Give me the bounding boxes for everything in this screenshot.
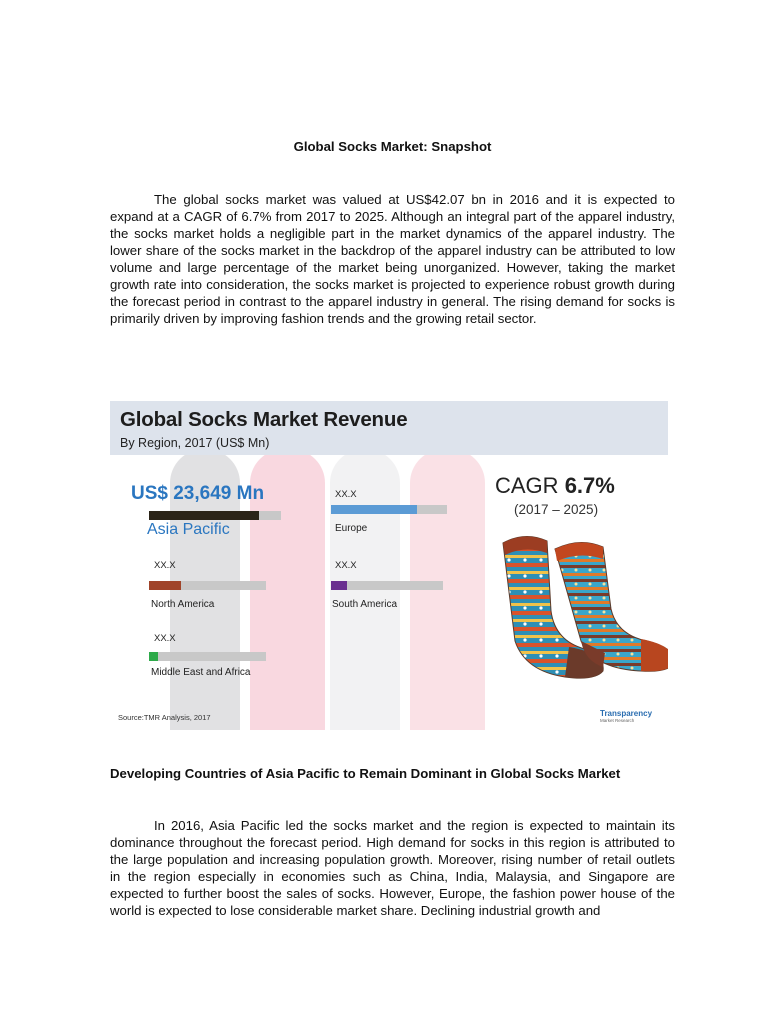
south-america-bar-fill [331, 581, 347, 590]
brand-subtitle: Market Research [600, 718, 635, 723]
north-america-bar [149, 581, 266, 590]
cagr-label [495, 473, 615, 499]
asia-pacific-label: Asia Pacific [147, 521, 230, 538]
section-heading: Developing Countries of Asia Pacific to Remain Dominant in Global Socks Market [110, 766, 621, 781]
intro-paragraph: The global socks market was valued at US$42.07 bn in 2016 and it is expected to expand at a CAGR of 6.7% from 2017 to 2025. Although an integral part of the apparel industry, the socks market holds a negligible part in the market dynamics of the apparel industry. The lower share of the socks market in the backdrop of the apparel industry can be attributed to low volume and large percentage of the market being unorganized. However, taking the market growth rate into consideration, the socks market is projected to experience robust growth during the forecast period in contrast to the apparel industry in general. The rising demand for socks is primarily driven by improving fashion trends and the growing retail sector. [110, 192, 675, 326]
south-america-bar [331, 581, 443, 590]
cagr-prefix: CAGR [495, 473, 565, 498]
north-america-label: North America [151, 599, 215, 610]
infographic-title: Global Socks Market Revenue [120, 408, 408, 431]
source-note: Source:TMR Analysis, 2017 [118, 713, 211, 722]
mea-label: Middle East and Africa [151, 667, 251, 678]
europe-label: Europe [335, 523, 368, 534]
mea-bar [149, 652, 266, 661]
socks-illustration [485, 531, 668, 681]
brand-name: Transparency [600, 709, 653, 718]
mea-bar-fill [149, 652, 158, 661]
south-america-label: South America [332, 599, 398, 610]
north-america-bar-fill [149, 581, 181, 590]
infographic-header [110, 401, 668, 455]
asia-pacific-bar-fill [149, 511, 259, 520]
infographic-subtitle: By Region, 2017 (US$ Mn) [120, 436, 270, 450]
europe-bar-fill [331, 505, 417, 514]
europe-value: XX.X [335, 489, 357, 500]
asia-pacific-bar [149, 511, 281, 520]
brand-logo [600, 709, 652, 723]
north-america-value: XX.X [154, 560, 176, 571]
document-title: Global Socks Market: Snapshot [293, 139, 492, 154]
revenue-infographic [110, 399, 668, 730]
europe-bar [331, 505, 447, 514]
mea-value: XX.X [154, 633, 176, 644]
asia-pacific-value: US$ 23,649 Mn [131, 483, 265, 504]
south-america-value: XX.X [335, 560, 357, 571]
cagr-period: (2017 – 2025) [514, 502, 599, 517]
section-paragraph: In 2016, Asia Pacific led the socks market and the region is expected to maintain its dominance throughout the forecast period. High demand for socks in this region is attributed to the large population and increasing population growth. Moreover, rising number of retail outlets in the region especially in economies such as China, India, Malaysia, and Singapore are expected to further boost the sales of socks. However, Europe, the fashion power house of the world is expected to lose considerable market share. Declining industrial growth and [110, 818, 675, 918]
cagr-value: 6.7% [564, 473, 615, 498]
